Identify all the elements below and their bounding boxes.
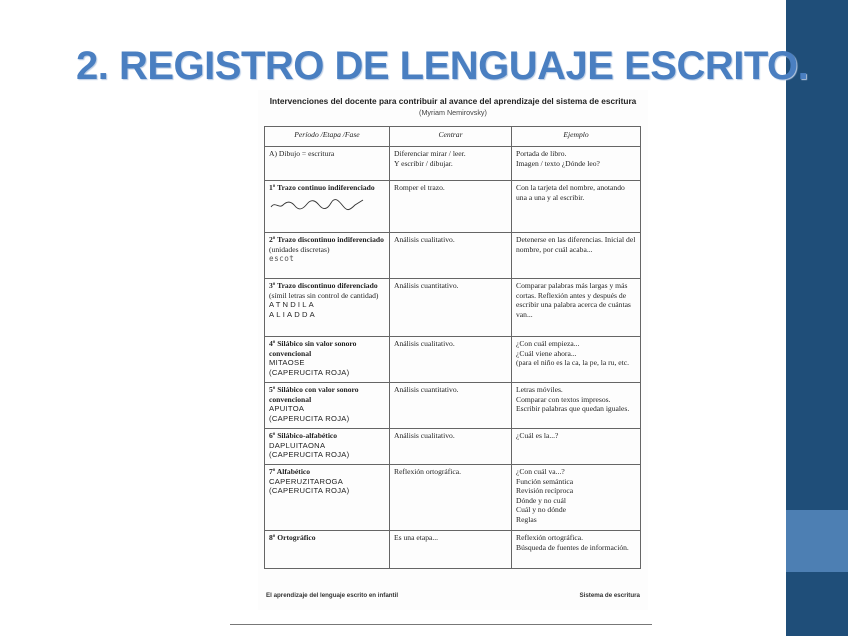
centrar-cell	[390, 147, 512, 181]
centrar-cell	[390, 181, 512, 233]
stage-sample: (unidades discretas)	[269, 244, 330, 254]
side-bar-accent	[786, 510, 848, 572]
stage-sample: MITAOSE	[269, 358, 305, 368]
ejemplo-line: Comparar con textos impresos.	[516, 394, 611, 404]
ejemplo-cell	[512, 531, 641, 569]
table-body	[265, 147, 641, 569]
ejemplo-line: (para el niño es la ca, la pe, la ru, etc.	[516, 358, 630, 368]
stage-sample: (CAPERUCITA ROJA)	[269, 486, 350, 496]
scribble-drawing	[269, 197, 365, 213]
centrar-line: Y escribir / dibujar.	[394, 158, 453, 168]
scan-title: Intervenciones del docente para contribuir al avance del aprendizaje del sistema de escritura	[269, 96, 637, 106]
ejemplo-line: Letras móviles.	[516, 385, 563, 394]
centrar-line: Es una etapa...	[394, 533, 439, 542]
stage-sample: ATNDILA	[269, 300, 316, 310]
stage-cell	[265, 429, 390, 465]
scan-footer-right: Sistema de escritura	[579, 592, 640, 599]
ejemplo-cell	[512, 233, 641, 279]
table-row	[265, 383, 641, 429]
stage-sample: ALIADDA	[269, 309, 317, 319]
stage-cell	[265, 383, 390, 429]
header-periodo: Período /Etapa /Fase	[265, 127, 390, 147]
scan-author: (Myriam Nemirovsky)	[419, 108, 487, 117]
centrar-cell	[390, 337, 512, 383]
stage-sample: APUITOA	[269, 404, 305, 414]
ejemplo-line: Cuál y no dónde	[516, 505, 566, 515]
ejemplo-line: Revisión recíproca	[516, 486, 574, 496]
stage-cell	[265, 147, 390, 181]
ejemplo-line: Escribir palabras que quedan iguales.	[516, 404, 630, 414]
scanned-table-image	[258, 90, 648, 610]
table-row	[265, 531, 641, 569]
ejemplo-cell	[512, 383, 641, 429]
ejemplo-cell	[512, 429, 641, 465]
stage-cell	[265, 337, 390, 383]
stage-sample: CAPERUZITAROGA	[269, 476, 344, 486]
ejemplo-line: Reflexión ortográfica.	[516, 533, 584, 542]
stage-sample: (CAPERUCITA ROJA)	[269, 413, 350, 423]
table-row	[265, 181, 641, 233]
stage-sample: (CAPERUCITA ROJA)	[269, 450, 350, 460]
ejemplo-cell	[512, 279, 641, 337]
divider-line	[230, 624, 652, 625]
ejemplo-line: Con la tarjeta del nombre, anotando una a una y al escribir.	[516, 183, 625, 202]
centrar-cell	[390, 429, 512, 465]
ejemplo-cell	[512, 147, 641, 181]
stage-name: 5º Silábico con valor sonoro convencional	[269, 385, 359, 404]
table-row	[265, 465, 641, 531]
scan-header	[258, 96, 648, 117]
header-ejemplo: Ejemplo	[512, 127, 641, 147]
ejemplo-line: ¿Cuál es la...?	[516, 431, 559, 440]
ejemplo-line: ¿Con cuál empieza...	[516, 339, 580, 348]
header-centrar: Centrar	[390, 127, 512, 147]
centrar-line: Análisis cuantitativo.	[394, 385, 459, 394]
stage-cell	[265, 279, 390, 337]
centrar-line: Diferenciar mirar / leer.	[394, 149, 466, 158]
slide-title: 2. REGISTRO DE LENGUAJE ESCRITO.	[76, 44, 809, 88]
table-row	[265, 337, 641, 383]
centrar-cell	[390, 531, 512, 569]
centrar-line: Análisis cualitativo.	[394, 235, 455, 244]
centrar-cell	[390, 279, 512, 337]
ejemplo-line: Imagen / texto ¿Dónde leo?	[516, 158, 600, 168]
table-row	[265, 429, 641, 465]
stage-cell	[265, 233, 390, 279]
stage-sample: escot	[269, 254, 295, 264]
centrar-line: Análisis cualitativo.	[394, 431, 455, 440]
ejemplo-line: Detenerse en las diferencias. Inicial del nombre, por cuál acaba...	[516, 235, 636, 254]
stage-cell	[265, 531, 390, 569]
table-row	[265, 147, 641, 181]
stage-name: 1º Trazo continuo indiferenciado	[269, 183, 375, 192]
ejemplo-line: Dónde y no cuál	[516, 495, 566, 505]
centrar-line: Reflexión ortográfica.	[394, 467, 462, 476]
stage-name: 7º Alfabético	[269, 467, 311, 476]
centrar-cell	[390, 233, 512, 279]
table-header-row	[265, 127, 641, 147]
stages-table	[264, 126, 641, 569]
ejemplo-line: Reglas	[516, 514, 537, 524]
ejemplo-cell	[512, 337, 641, 383]
table-row	[265, 233, 641, 279]
centrar-line: Romper el trazo.	[394, 183, 445, 192]
stage-name: A) Dibujo = escritura	[269, 149, 335, 158]
table-row	[265, 279, 641, 337]
ejemplo-cell	[512, 465, 641, 531]
stage-sample: (CAPERUCITA ROJA)	[269, 367, 350, 377]
stage-sample: (símil letras sin control de cantidad)	[269, 290, 379, 300]
centrar-line: Análisis cuantitativo.	[394, 281, 459, 290]
stage-name: 3º Trazo discontinuo diferenciado	[269, 281, 378, 290]
ejemplo-line: Función semántica	[516, 476, 574, 486]
ejemplo-line: Búsqueda de fuentes de información.	[516, 542, 629, 552]
scan-footer	[266, 592, 640, 599]
centrar-line: Análisis cualitativo.	[394, 339, 455, 348]
stage-name: 6º Silábico-alfabético	[269, 431, 338, 440]
ejemplo-line: ¿Cuál viene ahora...	[516, 348, 577, 358]
centrar-cell	[390, 465, 512, 531]
stage-name: 8º Ortográfico	[269, 533, 316, 542]
ejemplo-line: Portada de libro.	[516, 149, 567, 158]
stage-name: 2º Trazo discontinuo indiferenciado	[269, 235, 384, 244]
ejemplo-cell	[512, 181, 641, 233]
stage-sample: DAPLUITAONA	[269, 440, 326, 450]
stage-name: 4º Silábico sin valor sonoro convencional	[269, 339, 357, 358]
scan-footer-left: El aprendizaje del lenguaje escrito en infantil	[266, 592, 399, 599]
ejemplo-line: Comparar palabras más largas y más cortas. Reflexión antes y después de escribir una palabra acerca de cuántas van...	[516, 281, 631, 319]
stage-cell	[265, 465, 390, 531]
stage-cell	[265, 181, 390, 233]
centrar-cell	[390, 383, 512, 429]
ejemplo-line: ¿Con cuál va...?	[516, 467, 565, 476]
slide-side-bar	[786, 0, 848, 636]
